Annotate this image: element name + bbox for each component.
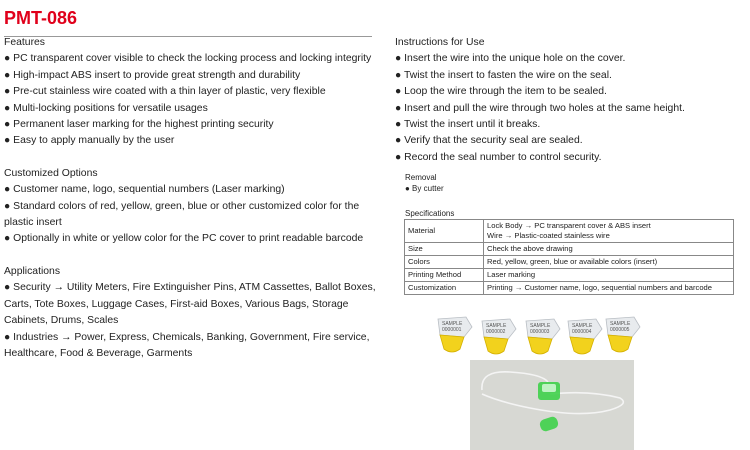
table-row: [405, 256, 734, 269]
instruction-item: ● Verify that the security seal are sealed.: [395, 135, 583, 147]
seal-tag-label: SAMPLE: [442, 321, 463, 327]
application-item: ● Industries → Power, Express, Chemicals, Banking, Government, Fire service, Healthcare, Food & Beverage, Garments: [4, 331, 370, 359]
customized-options-heading: Customized Options: [4, 167, 98, 179]
features-heading: Features: [4, 37, 46, 48]
spec-value: Check the above drawing: [484, 243, 734, 256]
spec-value: [484, 220, 734, 243]
spec-value: Printing → Customer name, logo, sequential numbers and barcode: [484, 282, 734, 295]
feature-item: ● Permanent laser marking for the highest printing security: [4, 119, 274, 131]
left-column: [4, 35, 376, 362]
seal-tag-number: 0000005: [610, 327, 630, 333]
page-title: PMT-086: [4, 8, 78, 28]
seal-tag: [526, 319, 560, 354]
seal-tag: [606, 317, 640, 352]
table-row: [405, 220, 734, 243]
spec-value-line: Wire → Plastic-coated stainless wire: [487, 231, 610, 240]
spec-key: Material: [405, 220, 484, 243]
seal-tag: [568, 319, 602, 354]
instruction-item: ● Insert the wire into the unique hole on the cover.: [395, 53, 626, 65]
feature-item: ● PC transparent cover visible to check the locking process and locking integrity: [4, 53, 372, 65]
feature-item: ● High-impact ABS insert to provide great strength and durability: [4, 69, 301, 81]
feature-item: ● Multi-locking positions for versatile usages: [4, 102, 208, 114]
removal-section: [405, 172, 444, 194]
seal-tag-label: SAMPLE: [486, 323, 507, 329]
customized-option-item: ● Standard colors of red, yellow, green, blue or other customized color for the plastic insert: [4, 200, 360, 229]
spec-value-line: Lock Body → PC transparent cover & ABS insert: [487, 221, 651, 230]
spec-key: Colors: [405, 256, 484, 269]
seal-tag-number: 0000001: [442, 327, 462, 333]
specifications-table: [404, 219, 734, 295]
removal-heading: Removal: [405, 173, 437, 182]
instruction-item: ● Record the seal number to control security.: [395, 151, 602, 163]
product-seals-image: [430, 315, 642, 357]
applications-heading: Applications: [4, 265, 61, 277]
spec-value: Red, yellow, green, blue or available colors (insert): [484, 256, 734, 269]
seal-tag-number: 0000004: [572, 329, 592, 335]
spec-value: Laser marking: [484, 269, 734, 282]
removal-item: ● By cutter: [405, 184, 444, 193]
table-row: [405, 243, 734, 256]
product-photo: [470, 360, 634, 450]
seal-tag: [482, 319, 516, 354]
customized-option-item: ● Customer name, logo, sequential numbers (Laser marking): [4, 184, 285, 196]
table-row: [405, 282, 734, 295]
instruction-item: ● Loop the wire through the item to be sealed.: [395, 86, 607, 98]
instruction-item: ● Insert and pull the wire through two holes at the same height.: [395, 102, 685, 114]
seal-tag-number: 0000003: [530, 329, 550, 335]
seal-tag-label: SAMPLE: [572, 323, 593, 329]
seal-tag: [438, 317, 472, 352]
seal-tag-label: SAMPLE: [530, 323, 551, 329]
customized-option-item: ● Optionally in white or yellow color for the PC cover to print readable barcode: [4, 233, 364, 245]
application-item: ● Security → Utility Meters, Fire Extinguisher Pins, ATM Cassettes, Ballot Boxes, Carts, Tote Boxes, Luggage Cases, First-aid Boxes, Various Bags, Storage Cabinets, Drums, Scales: [4, 282, 376, 327]
spec-key: Printing Method: [405, 269, 484, 282]
seal-tag-number: 0000002: [486, 329, 506, 335]
instruction-item: ● Twist the insert until it breaks.: [395, 119, 541, 131]
feature-item: ● Pre-cut stainless wire coated with a thin layer of plastic, very flexible: [4, 86, 326, 98]
spec-key: Customization: [405, 282, 484, 295]
instruction-item: ● Twist the insert to fasten the wire on the seal.: [395, 69, 612, 81]
table-row: [405, 269, 734, 282]
seal-tag-label: SAMPLE: [610, 321, 631, 327]
right-column: [395, 35, 745, 166]
specifications-heading: Specifications: [405, 209, 455, 218]
feature-item: ● Easy to apply manually by the user: [4, 135, 175, 147]
instructions-heading: Instructions for Use: [395, 37, 485, 48]
spec-key: Size: [405, 243, 484, 256]
